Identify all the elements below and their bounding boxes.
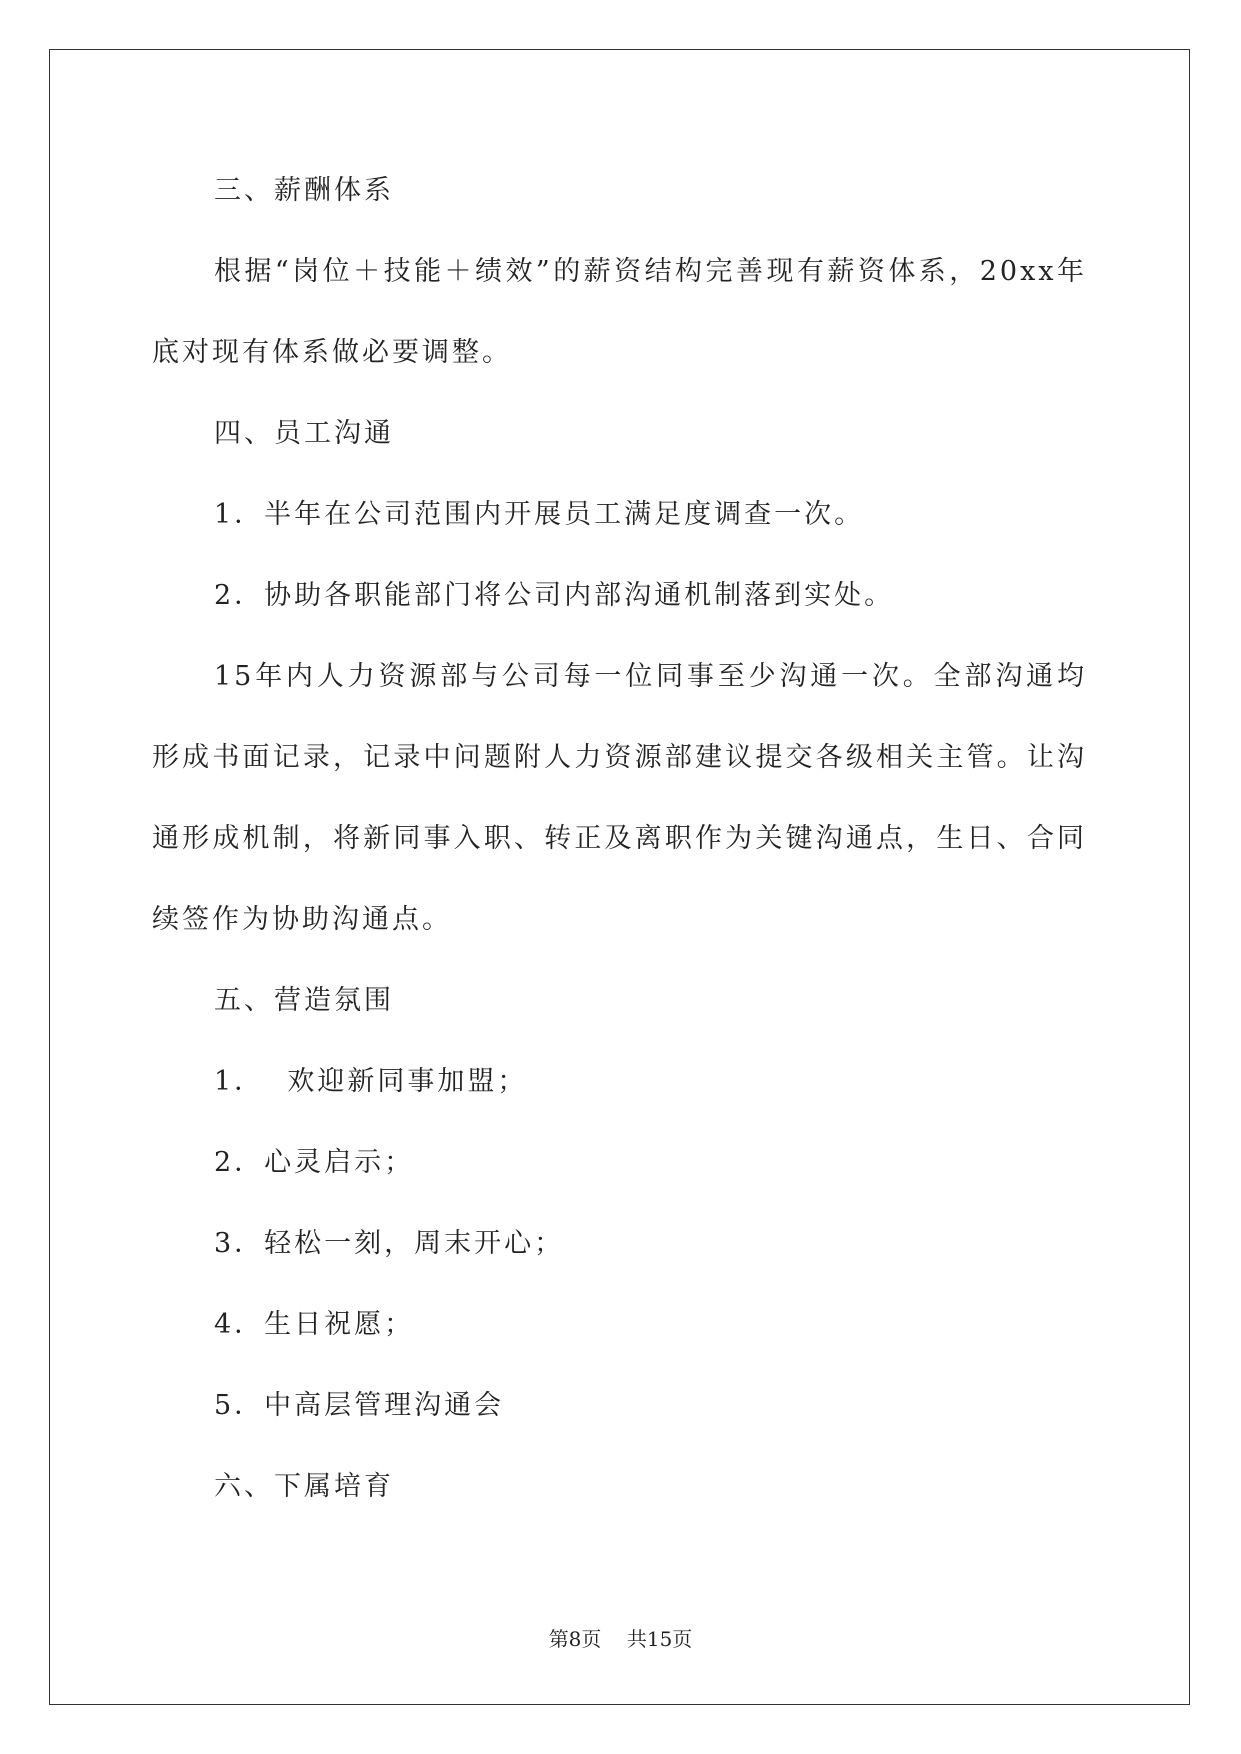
list-item-mechanism: 2．协助各职能部门将公司内部沟通机制落到实处。 — [214, 580, 895, 611]
list-item-inspiration: 2．心灵启示； — [214, 1147, 415, 1178]
section-heading-training: 六、下属培育 — [214, 1471, 394, 1502]
paragraph-salary-structure: 根据“岗位＋技能＋绩效”的薪资结构完善现有薪资体系，20xx年底对现有体系做必要调整。 — [152, 256, 1087, 368]
list-item-survey: 1．半年在公司范围内开展员工满足度调查一次。 — [214, 499, 865, 530]
paragraph-communication-detail: 15年内人力资源部与公司每一位同事至少沟通一次。全部沟通均形成书面记录，记录中问题附人力资源部建议提交各级相关主管。让沟通形成机制，将新同事入职、转正及离职作为关键沟通点，生日、合同续签作为协助沟通点。 — [152, 661, 1087, 935]
page-number-label: 第8页 共15页 — [548, 1627, 693, 1651]
section-heading-salary: 三、薪酬体系 — [214, 175, 394, 206]
list-item-relax: 3．轻松一刻，周末开心； — [214, 1228, 565, 1259]
page-footer — [0, 1623, 1241, 1652]
list-item-welcome: 1． 欢迎新同事加盟； — [214, 1066, 528, 1097]
list-item-birthday: 4．生日祝愿； — [214, 1309, 415, 1340]
section-heading-atmosphere: 五、营造氛围 — [214, 985, 394, 1016]
section-heading-communication: 四、员工沟通 — [214, 418, 394, 449]
list-item-management-meeting: 5．中高层管理沟通会 — [214, 1390, 505, 1421]
document-body — [152, 150, 1087, 1527]
